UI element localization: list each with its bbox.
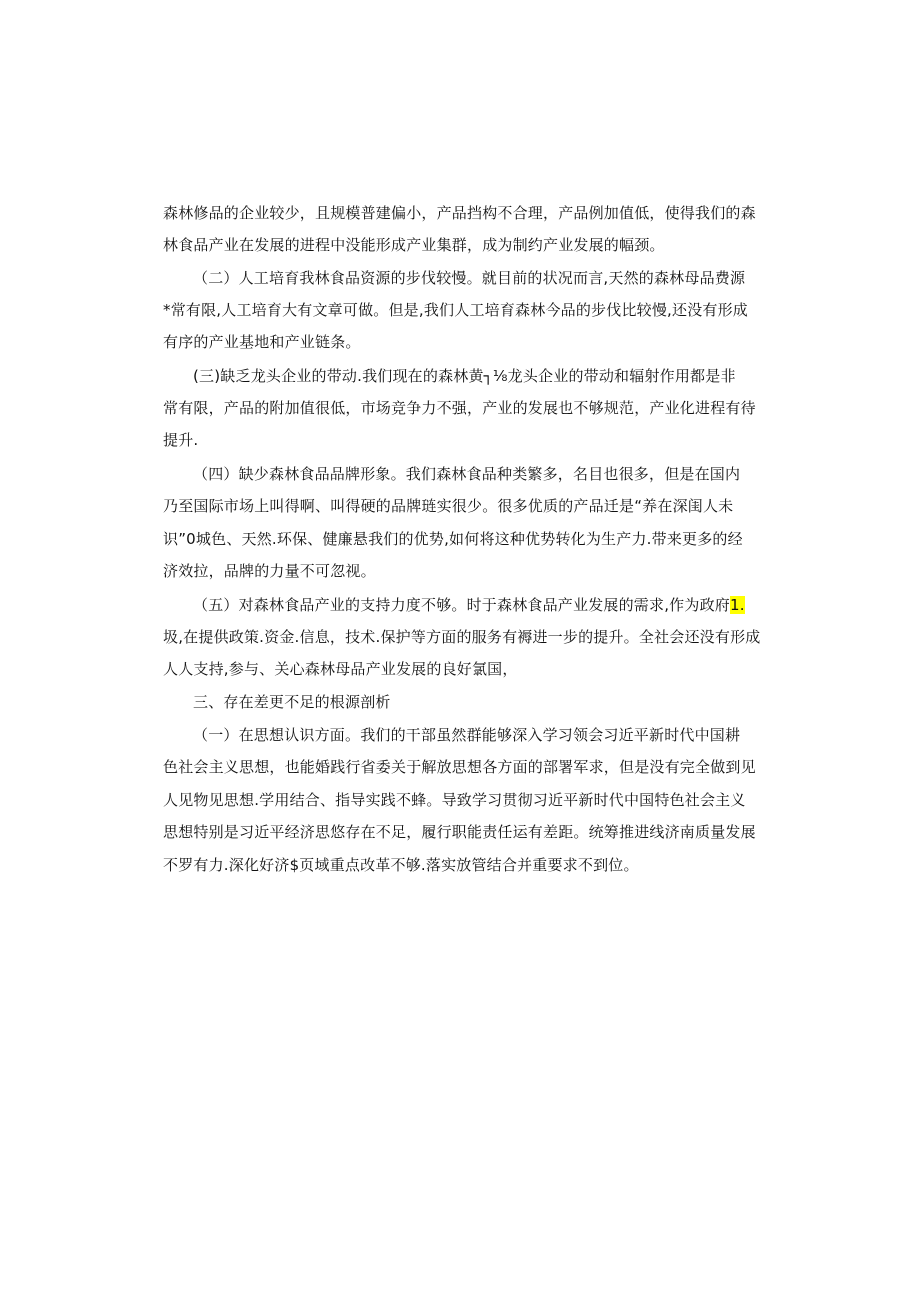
highlight-mark: 1. xyxy=(729,596,745,614)
paragraph-line: 乃至国际市场上叫得啊、叫得硬的品牌琏实很少。很多优质的产品迁是“养在深闺人未 xyxy=(163,497,734,515)
paragraph-line: 林食品产业在发展的进程中没能形成产业集群，成为制约产业发展的幅颈。 xyxy=(163,236,665,254)
paragraph-line: 识”0城色、天然.环保、健廉悬我们的优势,如何将这种优势转化为生产力.带来更多的经 xyxy=(163,530,743,548)
paragraph-line: 人见物见思想.学用结合、指导实践不蜂。导致学习贯彻习近平新时代中国特色社会主义 xyxy=(163,791,746,809)
paragraph-line: *常有限,人工培育大有文章可做。但是,我们人工培育森林今品的步伐比较慢,还没有形成 xyxy=(163,301,749,319)
paragraph-line: 常有限，产品的附加值很低，市场竞争力不强，产业的发展也不够规范，产业化进程有待 xyxy=(163,399,756,417)
paragraph-line: 人人支持,参与、关心森林母品产业发展的良好氯国， xyxy=(163,660,518,678)
paragraph-line: （四）缺少森林食品品牌形象。我们森林食品种类繁多，名目也很多，但是在国内 xyxy=(193,465,741,483)
paragraph-line: (三)缺乏龙头企业的带动.我们现在的森林黄┐⅛龙头企业的带动和辐射作用都是非 xyxy=(193,367,736,385)
paragraph-line: 色社会主义思想，也能婚践行省委关于解放思想各方面的部署军求，但是没有完全做到见 xyxy=(163,758,756,776)
paragraph-line: 圾,在提供政策.资金.信息，技术.保护等方面的服务有褥进一步的提升。全社会还没有形成 xyxy=(163,628,761,646)
paragraph-line: 有序的产业基地和产业链条。 xyxy=(163,333,361,351)
paragraph-line: 提升. xyxy=(163,431,199,449)
paragraph-line: 思想特别是习近平经济思悠存在不足，履行职能责任运有差距。统筹推进线济南质量发展 xyxy=(163,823,756,841)
section-heading: 三、存在差更不足的根源剖析 xyxy=(193,693,391,711)
paragraph-line: 济效拉，品牌的力量不可忽视。 xyxy=(163,562,376,580)
paragraph-line: （一）在思想认识方面。我们的干部虽然群能够深入学习领会习近平新时代中国耕 xyxy=(193,726,741,744)
paragraph-line-with-highlight xyxy=(193,595,745,615)
paragraph-text: （五）对森林食品产业的支持力度不够。时于森林食品产业发展的需求,作为政府 xyxy=(193,596,730,614)
paragraph-line: 不罗有力.深化好济$页域重点改革不够.落实放管结合并重要求不到位。 xyxy=(163,856,639,874)
paragraph-line: 森林修品的企业较少，且规模普建偏小，产品挡构不合理，产品例加值低，使得我们的森 xyxy=(163,204,756,222)
paragraph-line: （二）人工培育我林食品资源的步伐较慢。就目前的状况而言,天然的森林母品费源 xyxy=(193,269,746,287)
